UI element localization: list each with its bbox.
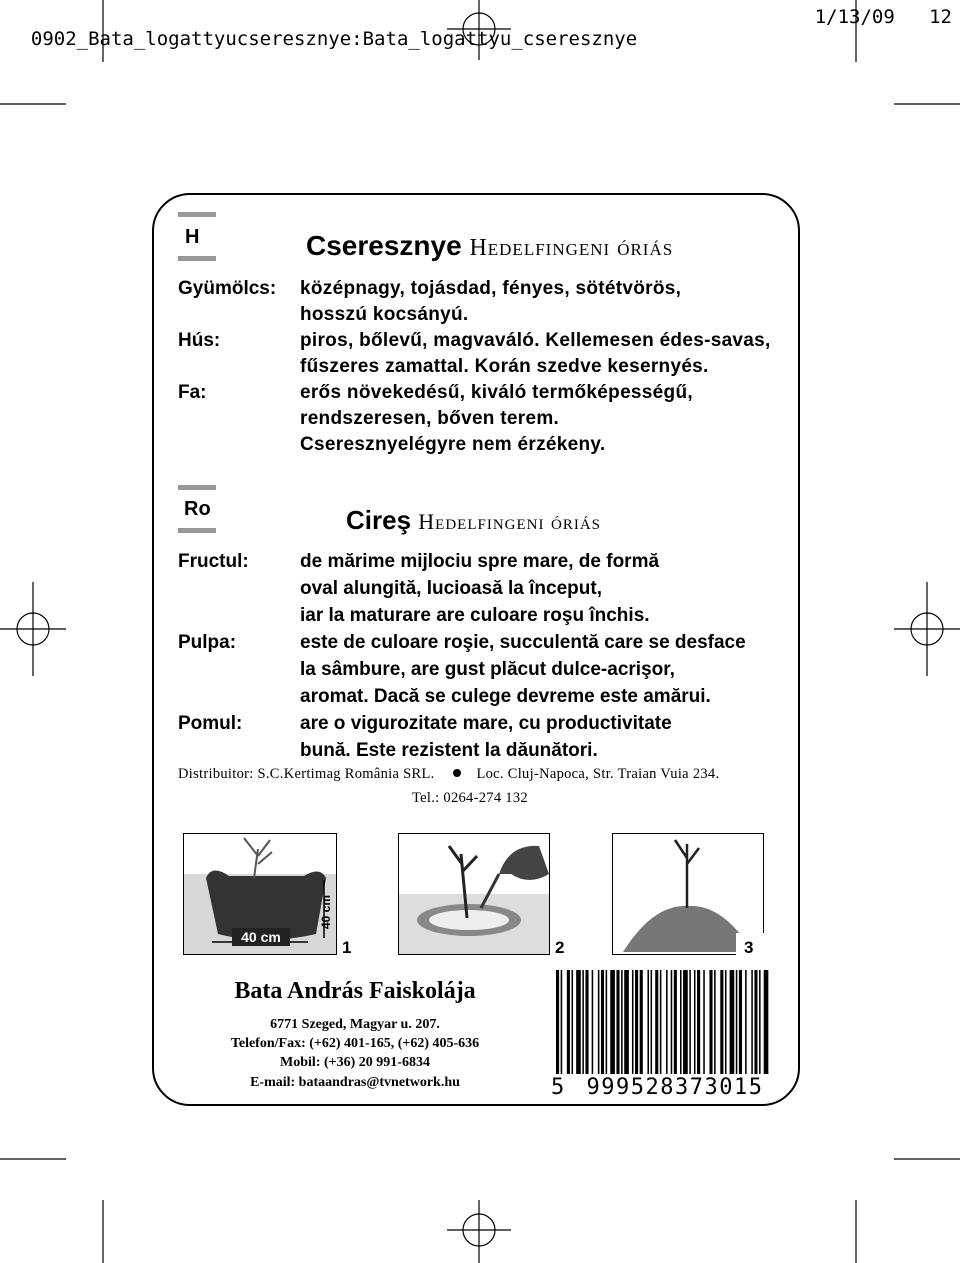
- bullet-dot: [453, 769, 461, 777]
- company-email: E-mail: bataandras@tvnetwork.hu: [250, 1075, 460, 1090]
- distributor-phone: Tel.: 0264-274 132: [412, 790, 528, 806]
- row-pulpa: Pulpa: este de culoare roşie, succulentă care se desface la sâmbure, are gust plăcut dulce-acrişor, aromat. Dacă se culege devreme este amărui.: [178, 632, 746, 707]
- barcode-bar: [697, 970, 700, 1074]
- barcode-bar: [567, 970, 570, 1074]
- print-date: 1/13/09: [814, 6, 895, 28]
- barcode-bar: [671, 970, 673, 1074]
- language-bar-bottom: [178, 256, 216, 261]
- barcode-bar: [660, 970, 662, 1074]
- barcode-bar: [576, 970, 581, 1074]
- barcode-bar: [666, 970, 668, 1074]
- depth-dimension: 40 cm: [319, 894, 333, 930]
- registration-mark-right: [894, 582, 960, 676]
- title-hu-variety: Hedelfingeni óriás: [469, 235, 674, 261]
- barcode-bar: [621, 970, 623, 1074]
- description-hu: [178, 276, 798, 458]
- barcode-bar: [694, 970, 696, 1074]
- barcode-bar: [598, 970, 600, 1074]
- description-ro: [178, 548, 798, 764]
- barcode-bar: [754, 970, 757, 1074]
- barcode: [552, 970, 772, 1078]
- barcode-bar: [745, 970, 747, 1074]
- planting-step-1-image: [183, 833, 337, 955]
- barcode-bar: [582, 970, 584, 1074]
- language-bar-bottom-ro: [178, 528, 216, 533]
- row-pomul: Pomul: are o vigurozitate mare, cu productivitate bună. Este rezistent la dăunători.: [178, 713, 672, 761]
- barcode-bar: [635, 970, 638, 1074]
- barcode-bar: [720, 970, 723, 1074]
- barcode-bar: [674, 970, 677, 1074]
- language-bar-top-ro: [178, 485, 216, 490]
- step-label-3: 3: [744, 938, 754, 957]
- barcode-bar: [592, 970, 594, 1074]
- barcode-bar: [561, 970, 563, 1074]
- barcode-bar: [632, 970, 634, 1074]
- barcode-bar: [709, 970, 712, 1074]
- company-mobile: Mobil: (+36) 20 991-6834: [280, 1055, 430, 1070]
- language-code-ro: Ro: [184, 498, 211, 520]
- barcode-bar: [703, 970, 705, 1074]
- barcode-bar: [739, 970, 742, 1074]
- language-code-hu: H: [185, 226, 200, 248]
- barcode-bar: [764, 970, 769, 1074]
- barcode-bar: [736, 970, 738, 1074]
- step-label-1: 1: [342, 938, 352, 957]
- company-name: Bata András Faiskolája: [234, 978, 476, 1004]
- barcode-bar: [640, 970, 643, 1074]
- barcode-bar: [725, 970, 727, 1074]
- barcode-bar: [683, 970, 688, 1074]
- step-label-2: 2: [555, 938, 565, 957]
- barcode-bar: [730, 970, 735, 1074]
- row-hus: Hús: piros, bőlevű, magvaváló. Kellemesen édes-savas, fűszeres zamattal. Korán szedve kesernyés.: [178, 330, 771, 377]
- barcode-bar: [759, 970, 761, 1074]
- planting-step-2-image: [398, 833, 550, 955]
- row-fa: Fa: erős növekedésű, kiváló termőképességű, rendszeresen, bőven terem. Cseresznyelégyre nem érzékeny.: [178, 382, 693, 455]
- barcode-bar: [572, 970, 574, 1074]
- barcode-bar: [601, 970, 604, 1074]
- title-hu: [306, 230, 673, 262]
- registration-mark-bottom: [447, 1200, 511, 1263]
- barcode-bar: [610, 970, 615, 1074]
- barcode-bar: [556, 970, 559, 1074]
- width-dimension: 40 cm: [241, 929, 281, 945]
- title-hu-main: Cseresznye: [306, 230, 462, 261]
- barcode-bar: [655, 970, 658, 1074]
- barcode-bar: [689, 970, 691, 1074]
- barcode-bar: [606, 970, 608, 1074]
- barcode-bar: [714, 970, 716, 1074]
- title-ro: [346, 505, 601, 536]
- language-bar-top: [178, 212, 216, 217]
- barcode-bar: [616, 970, 619, 1074]
- row-fructul: Fructul: de mărime mijlociu spre mare, de formă oval alungită, lucioasă la început, iar la maturare are culoare roşu închis.: [178, 551, 660, 626]
- barcode-bar: [585, 970, 588, 1074]
- registration-mark-top: [447, 0, 511, 60]
- barcode-bar: [751, 970, 753, 1074]
- company-phone: Telefon/Fax: (+62) 401-165, (+62) 405-636: [230, 1036, 480, 1051]
- barcode-number: 5 999528373015: [551, 1075, 764, 1100]
- print-time: 12: [929, 6, 952, 28]
- barcode-bar: [624, 970, 629, 1074]
- distributor-line-1: Distribuitor: S.C.Kertimag România SRL. Loc. Cluj-Napoca, Str. Traian Vuia 234.: [178, 766, 720, 782]
- row-gyumolcs: Gyümölcs: középnagy, tojásdad, fényes, sötétvörös, hosszú kocsányú.: [178, 278, 682, 325]
- barcode-bar: [647, 970, 649, 1074]
- title-ro-variety: Hedelfingeni óriás: [418, 509, 601, 534]
- barcode-bar: [680, 970, 682, 1074]
- barcode-bar: [651, 970, 653, 1074]
- file-name: 0902_Bata_logattyucseresznye:Bata_logattyu_cseresznye: [30, 28, 638, 50]
- registration-mark-left: [0, 582, 66, 676]
- company-address: 6771 Szeged, Magyar u. 207.: [270, 1017, 440, 1032]
- title-ro-main: Cireş: [346, 505, 412, 535]
